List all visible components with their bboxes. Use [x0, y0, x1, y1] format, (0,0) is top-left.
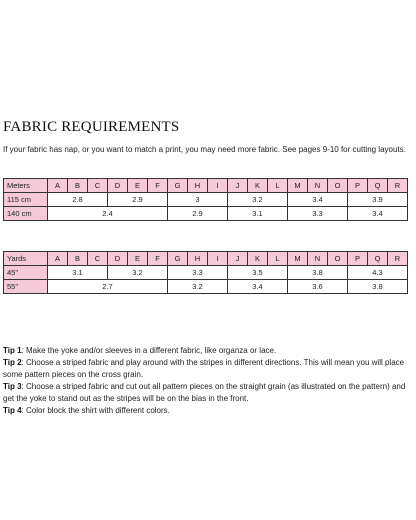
size-header-h: H: [188, 179, 208, 193]
tips-list: [3, 345, 413, 417]
size-header-e: E: [128, 179, 148, 193]
size-header-c: C: [88, 179, 108, 193]
table-cell: 3: [168, 193, 228, 207]
size-header-c: C: [88, 252, 108, 266]
table-cell: 4.3: [348, 266, 408, 280]
table-row: [4, 266, 408, 280]
tip-label: Tip 2: [3, 358, 22, 367]
table-cell: 3.9: [348, 193, 408, 207]
table-cell: 3.2: [108, 266, 168, 280]
size-header-a: A: [48, 179, 68, 193]
tip-label: Tip 3: [3, 382, 22, 391]
size-header-k: K: [248, 179, 268, 193]
size-header-b: B: [68, 252, 88, 266]
table-cell: 3.6: [288, 280, 348, 294]
tip-text: : Choose a striped fabric and cut out all pattern pieces on the straight grain (as illustrated on the pattern) and get the yoke to stand out as the stripes will be on the bias in the front.: [3, 382, 406, 403]
tip-item: [3, 381, 413, 405]
unit-label: Meters: [4, 179, 48, 193]
size-header-k: K: [248, 252, 268, 266]
size-header-f: F: [148, 179, 168, 193]
table-cell: 3.5: [228, 266, 288, 280]
size-header-o: O: [328, 252, 348, 266]
table-cell: 3.4: [228, 280, 288, 294]
table-cell: 3.3: [168, 266, 228, 280]
size-header-e: E: [128, 252, 148, 266]
row-label: 115 cm: [4, 193, 48, 207]
size-header-q: Q: [368, 252, 388, 266]
size-header-m: M: [288, 179, 308, 193]
size-header-g: G: [168, 179, 188, 193]
size-header-q: Q: [368, 179, 388, 193]
table-cell: 3.3: [288, 207, 348, 221]
row-label: 55": [4, 280, 48, 294]
size-header-i: I: [208, 179, 228, 193]
table-row: [4, 193, 408, 207]
row-label: 45": [4, 266, 48, 280]
size-header-p: P: [348, 179, 368, 193]
size-header-f: F: [148, 252, 168, 266]
size-header-p: P: [348, 252, 368, 266]
table-cell: 3.8: [288, 266, 348, 280]
table-cell: 2.9: [168, 207, 228, 221]
tip-text: : Color block the shirt with different colors.: [21, 406, 170, 415]
size-header-h: H: [188, 252, 208, 266]
table-row: [4, 280, 408, 294]
size-header-l: L: [268, 252, 288, 266]
size-header-row: [4, 179, 408, 193]
size-header-r: R: [388, 179, 408, 193]
size-header-l: L: [268, 179, 288, 193]
yards-table: [3, 251, 408, 294]
size-header-d: D: [108, 252, 128, 266]
tip-label: Tip 1: [3, 346, 22, 355]
table-cell: 3.4: [348, 207, 408, 221]
table-row: [4, 207, 408, 221]
table-cell: 3.4: [288, 193, 348, 207]
tip-item: [3, 357, 413, 381]
size-header-d: D: [108, 179, 128, 193]
size-header-i: I: [208, 252, 228, 266]
row-label: 140 cm: [4, 207, 48, 221]
tip-label: Tip 4: [3, 406, 22, 415]
table-cell: 3.8: [348, 280, 408, 294]
size-header-n: N: [308, 179, 328, 193]
size-header-b: B: [68, 179, 88, 193]
table-cell: 2.7: [48, 280, 168, 294]
size-header-a: A: [48, 252, 68, 266]
unit-label: Yards: [4, 252, 48, 266]
meters-table: [3, 178, 408, 221]
size-header-m: M: [288, 252, 308, 266]
tip-text: : Make the yoke and/or sleeves in a different fabric, like organza or lace.: [21, 346, 277, 355]
size-header-n: N: [308, 252, 328, 266]
page-title: FABRIC REQUIREMENTS: [3, 119, 180, 135]
size-header-j: J: [228, 179, 248, 193]
table-cell: 3.1: [48, 266, 108, 280]
table-cell: 3.1: [228, 207, 288, 221]
table-cell: 2.8: [48, 193, 108, 207]
table-cell: 3.2: [168, 280, 228, 294]
tip-item: [3, 405, 413, 417]
intro-text: If your fabric has nap, or you want to match a print, you may need more fabric. See pages 9-10 for cutting layouts.: [3, 145, 406, 154]
tip-text: : Choose a striped fabric and play around with the stripes in different directions. This will mean you will place some pattern pieces on the cross grain.: [3, 358, 405, 379]
size-header-r: R: [388, 252, 408, 266]
table-cell: 2.9: [108, 193, 168, 207]
table-cell: 3.2: [228, 193, 288, 207]
size-header-row: [4, 252, 408, 266]
size-header-g: G: [168, 252, 188, 266]
size-header-j: J: [228, 252, 248, 266]
tip-item: [3, 345, 413, 357]
size-header-o: O: [328, 179, 348, 193]
table-cell: 2.4: [48, 207, 168, 221]
